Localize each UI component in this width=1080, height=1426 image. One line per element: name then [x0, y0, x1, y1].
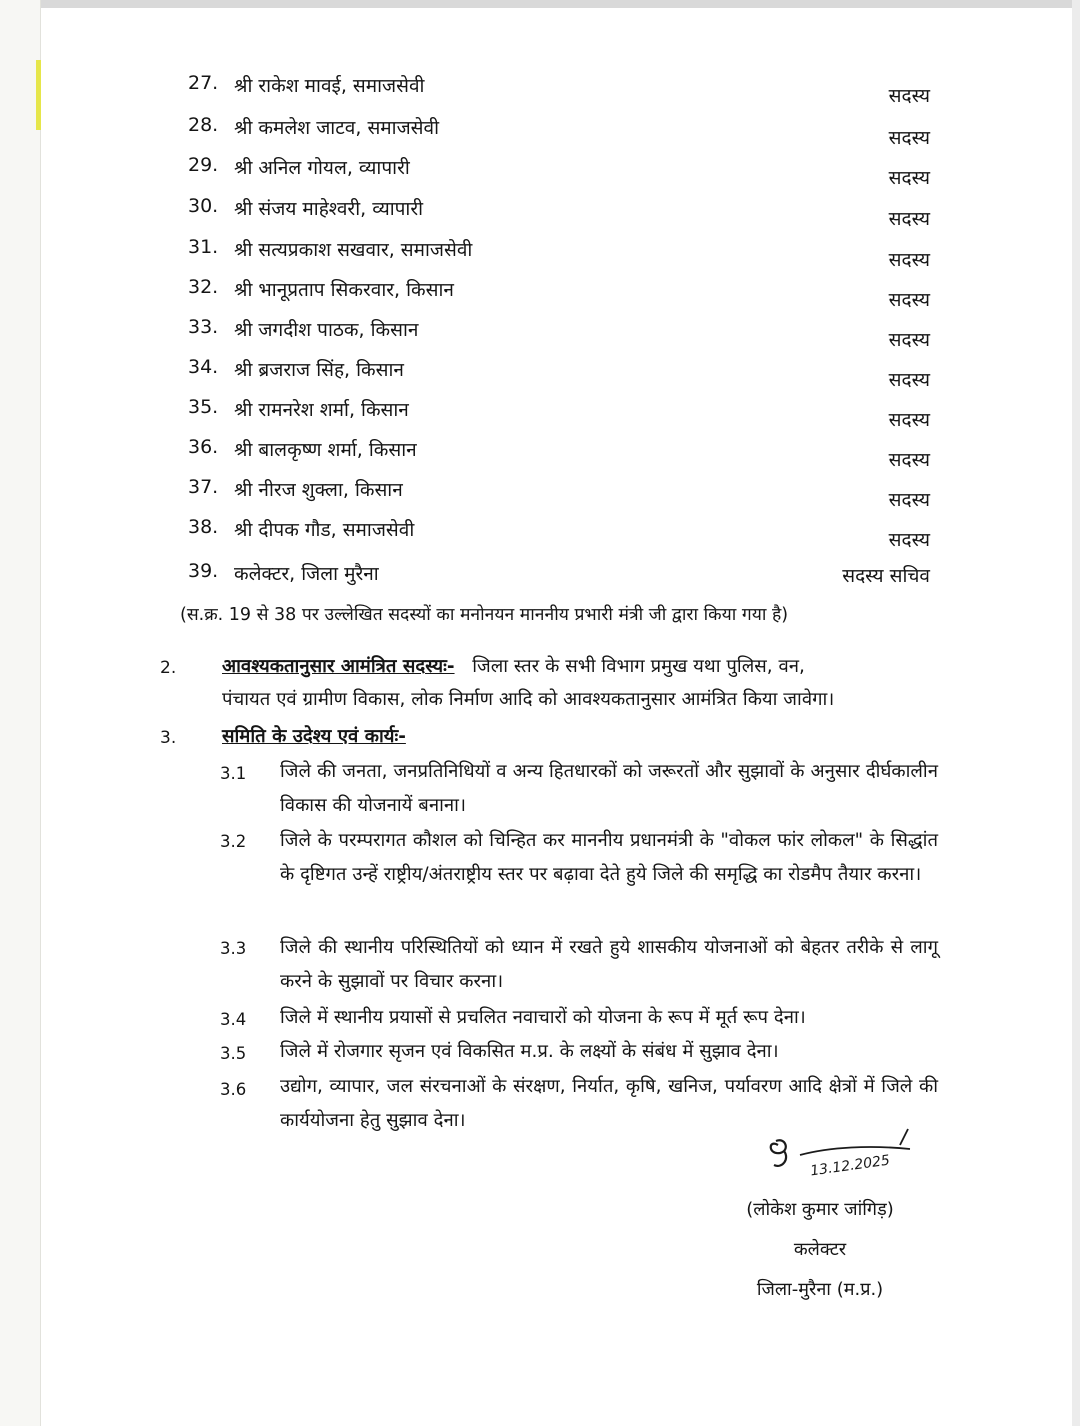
sub-item-number: 3.2 — [220, 832, 247, 851]
member-row — [188, 436, 938, 476]
member-role: सदस्य सचिव — [842, 565, 930, 587]
member-number: 31. — [188, 236, 219, 258]
sub-item-number: 3.3 — [220, 939, 247, 958]
member-row-secretary — [188, 560, 938, 600]
sub-item-number: 3.4 — [220, 1010, 247, 1029]
member-role: सदस्य — [888, 409, 930, 431]
member-number: 32. — [188, 276, 219, 298]
signature-date: 13.12.2025 — [809, 1152, 891, 1180]
member-number: 34. — [188, 356, 219, 378]
member-name: श्री ब्रजराज सिंह, किसान — [234, 359, 404, 381]
section-3-heading: समिति के उदेश्य एवं कार्यः- — [222, 726, 406, 747]
member-role: सदस्य — [888, 369, 930, 391]
member-name: श्री राकेश मावई, समाजसेवी — [234, 75, 425, 97]
member-name: श्री संजय माहेश्वरी, व्यापारी — [234, 198, 424, 220]
page-edge-right — [1072, 0, 1080, 1426]
member-role: सदस्य — [888, 167, 930, 189]
member-number: 30. — [188, 195, 219, 217]
member-number: 29. — [188, 154, 219, 176]
member-row — [188, 154, 938, 194]
page-edge-left — [0, 0, 41, 1426]
member-name: श्री बालकृष्ण शर्मा, किसान — [234, 439, 417, 461]
member-role: सदस्य — [888, 529, 930, 551]
member-name: श्री सत्यप्रकाश सखवार, समाजसेवी — [234, 239, 473, 261]
section-number: 2. — [160, 658, 177, 678]
section-2-text-continued: पंचायत एवं ग्रामीण विकास, लोक निर्माण आदि को आवश्यकतानुसार आमंत्रित किया जावेगा। — [222, 689, 835, 710]
sub-item-text: जिले की स्थानीय परिस्थितियों को ध्यान में रखते हुये शासकीय योजनाओं को बेहतर तरीके से लागू करने के सुझावों पर विचार करना। — [280, 937, 938, 992]
page-edge-top — [0, 0, 1080, 8]
member-row — [188, 114, 938, 154]
member-number: 35. — [188, 396, 219, 418]
member-number: 33. — [188, 316, 219, 338]
section-2-paragraph — [222, 650, 938, 716]
member-number: 37. — [188, 476, 219, 498]
section-number: 3. — [160, 728, 177, 748]
signature-block — [700, 1190, 940, 1310]
member-name: कलेक्टर, जिला मुरैना — [234, 563, 379, 585]
member-row — [188, 195, 938, 235]
sub-item-text: जिले में रोजगार सृजन एवं विकसित म.प्र. के लक्ष्यों के संबंध में सुझाव देना। — [280, 1041, 779, 1062]
section-2-text: जिला स्तर के सभी विभाग प्रमुख यथा पुलिस, वन, — [472, 656, 805, 677]
member-role: सदस्य — [888, 449, 930, 471]
member-number: 27. — [188, 72, 219, 94]
member-number: 38. — [188, 516, 219, 538]
signatory-designation: कलेक्टर — [793, 1239, 847, 1260]
sub-item-text: जिले की जनता, जनप्रतिनिधियों व अन्य हितधारकों को जरूरतों और सुझावों के अनुसार दीर्घकालीन विकास की योजनायें बनाना। — [280, 761, 938, 816]
member-number: 39. — [188, 560, 219, 582]
nomination-note: (स.क्र. 19 से 38 पर उल्लेखित सदस्यों का मनोनयन माननीय प्रभारी मंत्री जी द्वारा किया गया है) — [180, 605, 789, 625]
sub-item-text: जिले के परम्परागत कौशल को चिन्हित कर माननीय प्रधानमंत्री के "वोकल फांर लोकल" के सिद्धांत के दृष्टिगत उन्हें राष्ट्रीय/अंतराष्ट्रीय स्तर पर बढ़ावा देते हुये जिले की समृद्धि का रोडमैप तैयार करना। — [280, 830, 938, 885]
member-row — [188, 72, 938, 112]
member-role: सदस्य — [888, 489, 930, 511]
member-row — [188, 316, 938, 356]
sub-item-number: 3.6 — [220, 1080, 247, 1099]
highlighter-mark — [36, 60, 41, 130]
sub-item-text: उद्योग, व्यापार, जल संरचनाओं के संरक्षण, निर्यात, कृषि, खनिज, पर्यावरण आदि क्षेत्रों में जिले की कार्ययोजना हेतु सुझाव देना। — [280, 1076, 938, 1131]
sub-item-number: 3.5 — [220, 1044, 247, 1063]
member-row — [188, 516, 938, 556]
sub-item-text: जिले में स्थानीय प्रयासों से प्रचलित नवाचारों को योजना के रूप में मूर्त रूप देना। — [280, 1007, 806, 1028]
member-role: सदस्य — [888, 329, 930, 351]
member-row — [188, 356, 938, 396]
member-role: सदस्य — [888, 249, 930, 271]
member-number: 36. — [188, 436, 219, 458]
member-name: श्री भानूप्रताप सिकरवार, किसान — [234, 279, 454, 301]
member-name: श्री जगदीश पाठक, किसान — [234, 319, 419, 341]
member-name: श्री कमलेश जाटव, समाजसेवी — [234, 117, 440, 139]
member-name: श्री दीपक गौड, समाजसेवी — [234, 519, 415, 541]
member-role: सदस्य — [888, 85, 930, 107]
member-name: श्री रामनरेश शर्मा, किसान — [234, 399, 409, 421]
member-row — [188, 476, 938, 516]
section-3-heading-wrap — [222, 720, 938, 753]
member-name: श्री नीरज शुक्ला, किसान — [234, 479, 403, 501]
member-row — [188, 236, 938, 276]
member-row — [188, 396, 938, 436]
member-name: श्री अनिल गोयल, व्यापारी — [234, 157, 410, 179]
member-role: सदस्य — [888, 289, 930, 311]
signatory-name: (लोकेश कुमार जांगिड़) — [746, 1199, 894, 1220]
section-2-heading: आवश्यकतानुसार आमंत्रित सदस्यः- — [222, 656, 455, 677]
member-row — [188, 276, 938, 316]
signatory-district: जिला-मुरैना (म.प्र.) — [756, 1279, 884, 1300]
member-role: सदस्य — [888, 208, 930, 230]
sub-item-number: 3.1 — [220, 764, 247, 783]
signature-scribble — [760, 1125, 930, 1185]
member-number: 28. — [188, 114, 219, 136]
member-role: सदस्य — [888, 127, 930, 149]
